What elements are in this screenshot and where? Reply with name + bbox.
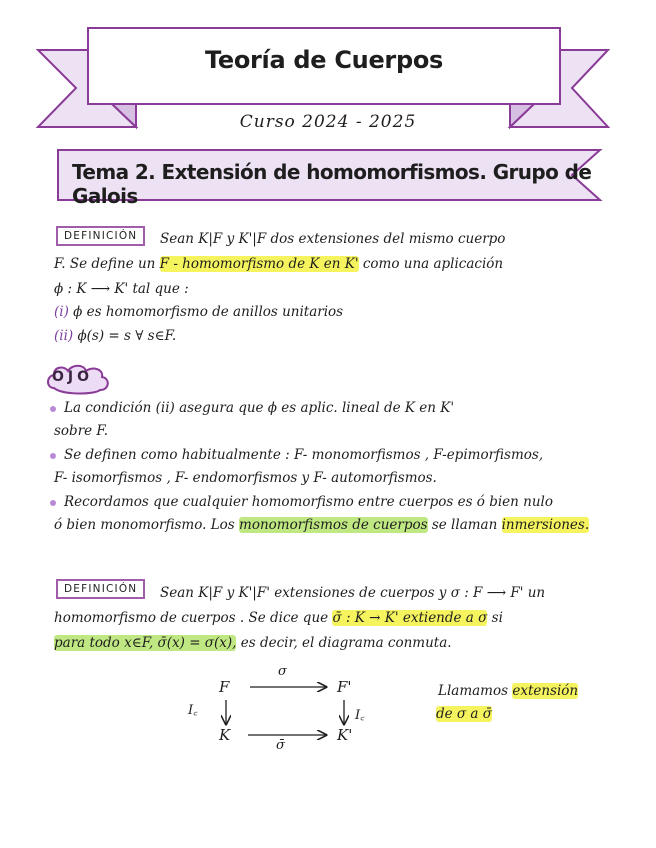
diagram-label-sigma-bar: σ̄ [276,738,285,753]
diagram-node-F: F [219,678,230,696]
ojo-bullet-3-line-2: ó bien monomorfismo. Los monomorfismos de cuerpos se llaman inmersiones. [54,517,590,533]
diagram-label-inclusion-left: I꜀ [188,703,198,718]
diagram-note-line-1: Llamamos extensión [438,683,579,699]
highlight-extension: extensión [512,683,579,699]
ojo-bullet-3-line-1: Recordamos que cualquier homomorfismo entre cuerpos es ó bien nulo [50,491,553,515]
diagram-node-K-prime: K' [337,726,353,744]
highlight-monomorphisms: monomorfismos de cuerpos [239,517,428,533]
topic-title: Tema 2. Extensión de homomorfismos. Grupo de Galois [72,160,592,208]
def1-line-2: F. Se define un F - homomorfismo de K en K' como una aplicación [54,256,504,272]
ojo-bullet-2-line-2: F- isomorfismos , F- endomorfismos y F- automorfismos. [54,470,437,486]
ojo-bullet-2-line-1: Se definen como habitualmente : F- monomorfismos , F-epimorfismos, [50,444,543,468]
diagram-label-sigma: σ [278,664,287,679]
def1-line-3: ϕ : K ⟶ K' tal que : [54,281,189,297]
definition-label-1: DEFINICIÓN [56,226,145,246]
diagram-node-K: K [219,726,231,744]
bullet-dot [50,453,56,459]
diagram-node-F-prime: F' [337,678,352,696]
highlight-extends: σ̄ : K → K' extiende a σ [332,610,488,626]
def2-line-2: homomorfismo de cuerpos . Se dice que σ̄ : K → K' extiende a σ si [54,610,503,626]
definition-label-2: DEFINICIÓN [56,579,145,599]
def1-item-2: (ii) ϕ(s) = s ∀ s∈F. [54,328,177,344]
bullet-dot [50,406,56,412]
def2-line-1: Sean K|F y K'|F' extensiones de cuerpos y σ : F ⟶ F' un [160,585,546,601]
ojo-bullet-1-line-1: La condición (ii) asegura que ϕ es aplic. lineal de K en K' [50,397,454,421]
def1-item-1: (i) ϕ es homomorfismo de anillos unitarios [54,304,344,320]
highlight-of-sigma: de σ a σ̄ [436,706,492,722]
diagram-note-line-2 [436,703,492,727]
def1-line-1: Sean K|F y K'|F dos extensiones del mismo cuerpo [160,231,506,247]
highlight-for-all: para todo x∈F, σ̄(x) = σ(x), [54,635,237,651]
highlight-f-homomorphism: F - homomorfismo de K en K' [159,256,359,272]
ojo-bullet-1-line-2: sobre F. [54,423,108,439]
page-title: Teoría de Cuerpos [204,46,444,74]
def2-line-3: para todo x∈F, σ̄(x) = σ(x), es decir, el diagrama conmuta. [54,635,452,651]
course-year: Curso 2024 - 2025 [239,112,417,132]
highlight-immersions: inmersiones. [501,517,590,533]
diagram-label-inclusion-right: I꜀ [355,708,365,723]
ojo-label: OJO [52,369,94,385]
bullet-dot [50,500,56,506]
